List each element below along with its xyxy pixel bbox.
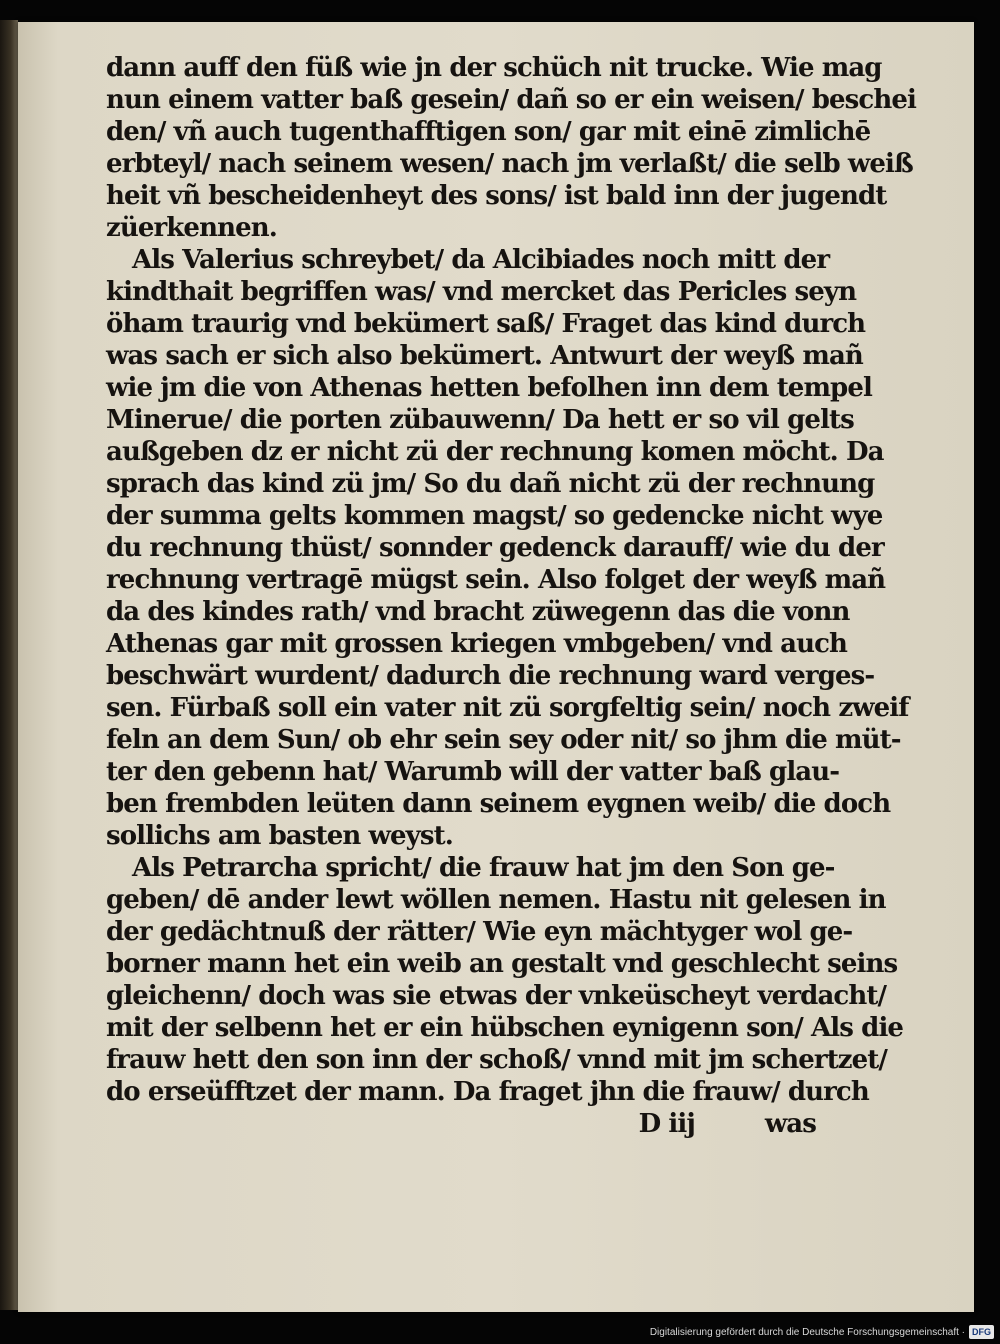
text-line: den/ vñ auch tugenthafftigen son/ gar mit einē zimlichē [106,117,871,147]
text-line: beschwärt wurdent/ dadurch die rechnung ward verges- [106,661,875,691]
digitization-credit [650,1324,994,1340]
signature-mark: D iij [638,1109,695,1139]
text-line: gleichenn/ doch was sie etwas der vnkeüscheyt verdacht/ [106,981,887,1011]
text-line: ter den gebenn hat/ Warumb will der vatter baß glau- [106,757,840,787]
text-line: kindthait begriffen was/ vnd mercket das Pericles seyn [106,277,857,307]
text-line: borner mann het ein weib an gestalt vnd geschlecht seins [106,949,898,979]
text-line: züerkennen. [106,213,277,243]
text-line: außgeben dz er nicht zü der rechnung komen möcht. Da [106,437,884,467]
catchword: was [764,1109,816,1139]
text-line: feln an dem Sun/ ob ehr sein sey oder nit/ so jhm die müt- [106,725,901,755]
text-line: öham traurig vnd bekümert saß/ Fraget das kind durch [106,309,866,339]
text-line: nun einem vatter baß gesein/ dañ so er ein weisen/ beschei [106,85,916,115]
text-line: frauw hett den son inn der schoß/ vnnd mit jm schertzet/ [106,1045,888,1075]
body-text [106,52,916,1142]
text-line: Als Valerius schreybet/ da Alcibiades noch mitt der [132,245,830,275]
text-line: sollichs am basten weyst. [106,821,453,851]
dfg-logo: DFG [969,1325,994,1339]
text-line: Als Petrarcha spricht/ die frauw hat jm den Son ge- [132,853,835,883]
signature-catchword-line [106,1108,826,1142]
text-line: geben/ dē ander lewt wöllen nemen. Hastu nit gelesen in [106,885,886,915]
text-line: do erseüfftzet der mann. Da fraget jhn die frauw/ durch [106,1077,869,1107]
text-line: Athenas gar mit grossen kriegen vmbgeben/ vnd auch [106,629,848,659]
text-line: dann auff den füß wie jn der schüch nit trucke. Wie mag [106,53,882,83]
credit-text: Digitalisierung gefördert durch die Deutsche Forschungsgemeinschaft · [649,1326,965,1338]
text-line: sprach das kind zü jm/ So du dañ nicht zü der rechnung [106,469,875,499]
text-line: wie jm die von Athenas hetten befolhen inn dem tempel [106,373,872,403]
text-line: heit vñ bescheidenheyt des sons/ ist bald inn der jugendt [106,181,887,211]
text-line: ben frembden leüten dann seinem eygnen weib/ die doch [106,789,891,819]
text-line: mit der selbenn het er ein hübschen eynigenn son/ Als die [106,1013,904,1043]
text-line: was sach er sich also bekümert. Antwurt der weyß mañ [106,341,863,371]
text-line: sen. Fürbaß soll ein vater nit zü sorgfeltig sein/ noch zweif [106,693,909,723]
text-line: rechnung vertragē mügst sein. Also folget der weyß mañ [106,565,886,595]
text-line: da des kindes rath/ vnd bracht züwegenn das die vonn [106,597,850,627]
book-page [18,22,974,1312]
text-line: der summa gelts kommen magst/ so gedencke nicht wye [106,501,883,531]
text-line: du rechnung thüst/ sonnder gedenck darauff/ wie du der [106,533,884,563]
book-spine-edge [0,20,18,1310]
text-line: erbteyl/ nach seinem wesen/ nach jm verlaßt/ die selb weiß [106,149,913,179]
text-line: der gedächtnuß der rätter/ Wie eyn mächtyger wol ge- [106,917,853,947]
text-line: Minerue/ die porten zübauwenn/ Da hett er so vil gelts [106,405,854,435]
